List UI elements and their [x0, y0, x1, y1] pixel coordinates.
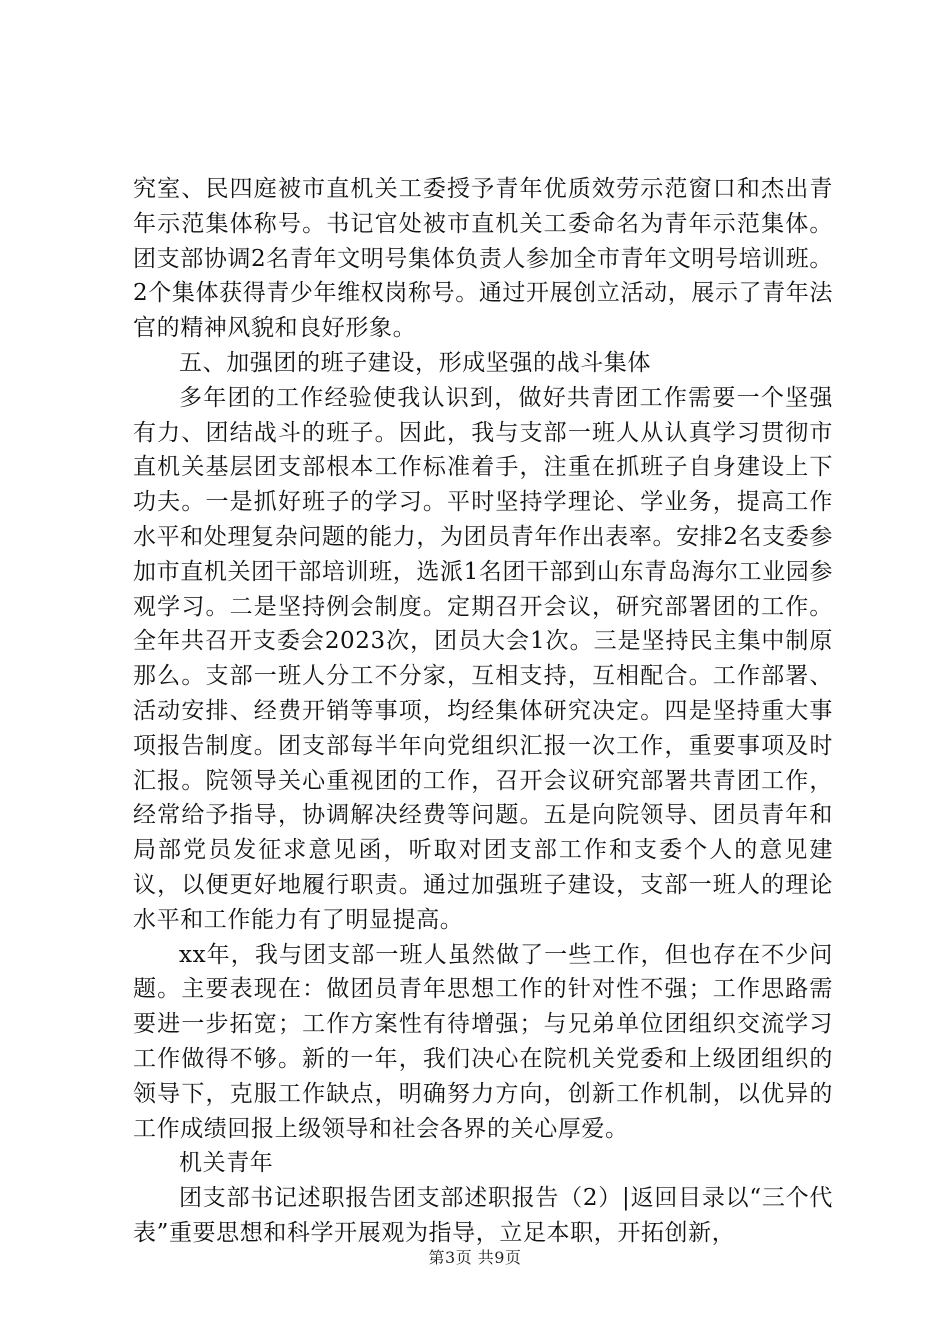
paragraph-team-building: 多年团的工作经验使我认识到，做好共青团工作需要一个坚强有力、团结战斗的班子。因此，我与支部一班人从认真学习贯彻市直机关基层团支部根本工作标准着手，注重在抓班子自身建设上下功夫。一是抓好班子的学习。平时坚持学理论、学业务，提高工作水平和处理复杂问题的能力，为团员青年作出表率。安排2名支委参加市直机关团干部培训班，选派1名团干部到山东青岛海尔工业园参观学习。二是坚持例会制度。定期召开会议，研究部署团的工作。全年共召开支委会2023次，团员大会1次。三是坚持民主集中制原那么。支部一班人分工不分家，互相支持，互相配合。工作部署、活动安排、经费开销等事项，均经集体研究决定。四是坚持重大事项报告制度。团支部每半年向党组织汇报一次工作，重要事项及时汇报。院领导关心重视团的工作，召开会议研究部署共青团工作，经常给予指导，协调解决经费等问题。五是向院领导、团员青年和局部党员发征求意见函，听取对团支部工作和支委个人的意见建议，以便更好地履行职责。通过加强班子建设，支部一班人的理论水平和工作能力有了明显提高。 [133, 384, 833, 933]
body-text [133, 172, 833, 1251]
paragraph-continuation: 究室、民四庭被市直机关工委授予青年优质效劳示范窗口和杰出青年示范集体称号。书记官处被市直机关工委命名为青年示范集体。团支部协调2名青年文明号集体负责人参加全市青年文明号培训班。2个集体获得青少年维权岗称号。通过开展创立活动，展示了青年法官的精神风貌和良好形象。 [133, 176, 833, 342]
paragraph-next-report: 团支部书记述职报告团支部述职报告（2）|返回目录以“三个代表”重要思想和科学开展观为指导，立足本职，开拓创新， [133, 1185, 833, 1246]
section-heading: 五、加强团的班子建设，形成坚强的战斗集体 [179, 349, 651, 376]
paragraph-signature: 机关青年 [179, 1150, 274, 1177]
paragraph-problems: xx年，我与团支部一班人虽然做了一些工作，但也存在不少问题。主要表现在：做团员青年思想工作的针对性不强；工作思路需要进一步拓宽；工作方案性有待增强；与兄弟单位团组织交流学习工作做得不够。新的一年，我们决心在院机关党委和上级团组织的领导下，克服工作缺点，明确努力方向，创新工作机制，以优异的工作成绩回报上级领导和社会各界的关心厚爱。 [133, 941, 833, 1142]
page-number-footer: 第3页 共9页 [428, 1248, 522, 1267]
